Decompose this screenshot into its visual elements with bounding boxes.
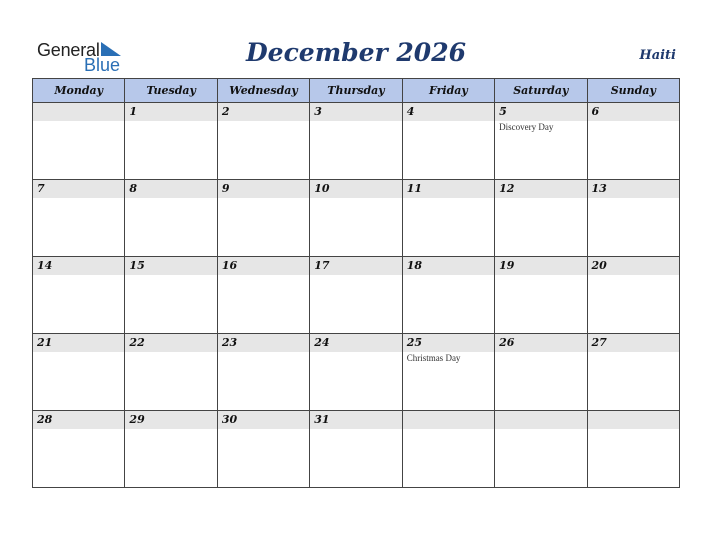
day-number: 17 (310, 257, 401, 275)
day-cell (495, 180, 587, 257)
day-cell (587, 180, 679, 257)
day-number: 20 (588, 257, 679, 275)
day-number: 23 (218, 334, 309, 352)
day-number: 21 (33, 334, 124, 352)
day-cell (217, 103, 309, 180)
day-number (403, 411, 494, 429)
weekday-header: Thursday (310, 79, 402, 103)
day-number: 3 (310, 103, 401, 121)
weekday-header: Tuesday (125, 79, 217, 103)
weekday-header: Saturday (495, 79, 587, 103)
day-cell (310, 257, 402, 334)
day-number: 5 (495, 103, 586, 121)
day-number: 27 (588, 334, 679, 352)
day-number: 8 (125, 180, 216, 198)
day-number: 13 (588, 180, 679, 198)
day-number: 6 (588, 103, 679, 121)
week-row (33, 257, 680, 334)
day-cell (495, 103, 587, 180)
day-cell (125, 103, 217, 180)
logo-word-blue: Blue (84, 55, 121, 75)
day-cell (33, 180, 125, 257)
day-number: 31 (310, 411, 401, 429)
day-cell (310, 411, 402, 488)
day-cell (33, 411, 125, 488)
day-cell (310, 103, 402, 180)
week-row (33, 103, 680, 180)
day-number: 14 (33, 257, 124, 275)
day-cell (310, 334, 402, 411)
day-cell (495, 411, 587, 488)
weekday-header: Friday (402, 79, 494, 103)
day-cell (587, 334, 679, 411)
country-label: Haiti (639, 48, 676, 63)
day-cell (402, 103, 494, 180)
day-number: 19 (495, 257, 586, 275)
logo-word-general: General (37, 40, 100, 60)
holiday-label: Christmas Day (406, 353, 461, 363)
day-number: 7 (33, 180, 124, 198)
week-row (33, 180, 680, 257)
day-cell (310, 180, 402, 257)
calendar-title: December 2026 (245, 38, 466, 67)
day-cell (495, 257, 587, 334)
day-number: 12 (495, 180, 586, 198)
day-number: 18 (403, 257, 494, 275)
day-number: 4 (403, 103, 494, 121)
day-cell (495, 334, 587, 411)
day-cell (402, 257, 494, 334)
day-number: 15 (125, 257, 216, 275)
day-cell (402, 411, 494, 488)
day-cell (33, 103, 125, 180)
day-cell (217, 411, 309, 488)
weekday-header: Wednesday (217, 79, 309, 103)
day-cell (125, 411, 217, 488)
day-number: 28 (33, 411, 124, 429)
day-cell (402, 334, 494, 411)
day-cell (125, 334, 217, 411)
day-number: 10 (310, 180, 401, 198)
day-cell (217, 334, 309, 411)
day-cell (125, 180, 217, 257)
day-cell (587, 257, 679, 334)
day-cell (217, 257, 309, 334)
day-cell (587, 103, 679, 180)
day-number (33, 103, 124, 121)
day-number: 25 (403, 334, 494, 352)
day-number: 9 (218, 180, 309, 198)
weekday-header: Monday (33, 79, 125, 103)
day-number (588, 411, 679, 429)
day-cell (587, 411, 679, 488)
day-number: 1 (125, 103, 216, 121)
day-number: 30 (218, 411, 309, 429)
day-number: 22 (125, 334, 216, 352)
week-row (33, 411, 680, 488)
weekday-header: Sunday (587, 79, 679, 103)
holiday-label: Discovery Day (499, 122, 554, 132)
day-number: 2 (218, 103, 309, 121)
day-number: 11 (403, 180, 494, 198)
day-cell (217, 180, 309, 257)
calendar-grid (32, 78, 680, 488)
weekday-header-row (33, 79, 680, 103)
week-row (33, 334, 680, 411)
day-cell (33, 257, 125, 334)
day-number: 26 (495, 334, 586, 352)
day-number: 24 (310, 334, 401, 352)
day-cell (33, 334, 125, 411)
day-cell (402, 180, 494, 257)
day-cell (125, 257, 217, 334)
day-number: 16 (218, 257, 309, 275)
day-number: 29 (125, 411, 216, 429)
day-number (495, 411, 586, 429)
